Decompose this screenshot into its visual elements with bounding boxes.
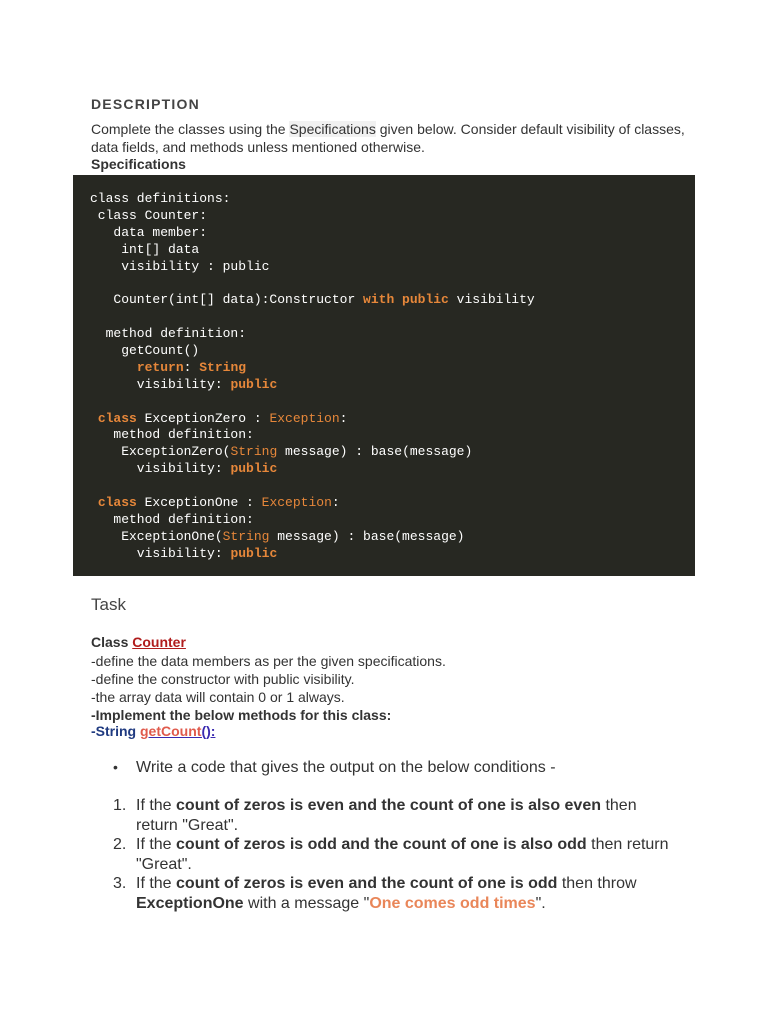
bullet-item xyxy=(113,759,556,777)
bullet-text: Write a code that gives the output on the below conditions - xyxy=(136,759,556,776)
code-token xyxy=(90,360,137,375)
code-line: visibility : public xyxy=(90,258,270,274)
code-line xyxy=(90,292,695,309)
condition-text: with a message " xyxy=(243,894,370,912)
method-parens: (): xyxy=(201,723,216,739)
condition-bold: count of zeros is odd and the count of one is also odd xyxy=(176,836,587,853)
bullet-list xyxy=(113,759,556,777)
code-line-blank xyxy=(90,309,695,326)
code-type: String xyxy=(222,528,270,544)
task-instructions xyxy=(91,652,446,724)
code-token: Counter(int[] data):Constructor xyxy=(90,292,364,308)
code-token: ExceptionZero( xyxy=(90,444,231,460)
code-token: message) : base(message) xyxy=(277,444,473,460)
code-line xyxy=(90,360,695,377)
code-line: method definition: xyxy=(90,511,254,527)
instruction-line: -define the constructor with public visibility. xyxy=(91,671,355,687)
code-token: visibility: xyxy=(90,461,231,477)
code-line-blank xyxy=(90,394,695,411)
code-line: method definition: xyxy=(90,427,254,443)
code-line xyxy=(90,411,695,428)
error-message: One comes odd times xyxy=(369,894,536,912)
code-token: ExceptionZero : xyxy=(136,410,270,426)
exception-one-name: ExceptionOne xyxy=(136,894,244,912)
code-keyword: class xyxy=(97,410,137,426)
code-token: visibility: xyxy=(90,376,231,392)
condition-text: then return "Great". xyxy=(136,797,637,834)
description-text-part1: Complete the classes using the xyxy=(91,121,290,137)
task-heading: Task xyxy=(91,595,126,614)
specifications-highlight: Specifications xyxy=(289,121,376,137)
condition-bold: count of zeros is even and the count of one is odd xyxy=(176,875,558,892)
condition-number: 1. xyxy=(113,797,127,814)
code-line xyxy=(90,546,695,563)
code-keyword: with public xyxy=(363,292,449,308)
description-text-part2: given below. Consider default visibility of classes, data fields, and methods unless mentioned otherwise. xyxy=(91,121,685,155)
code-type: Exception xyxy=(269,410,340,426)
code-line xyxy=(90,529,695,546)
class-prefix: Class xyxy=(91,634,133,650)
condition-item xyxy=(113,835,673,874)
code-line: class Counter: xyxy=(90,207,208,223)
specifications-title: Specifications xyxy=(91,156,186,172)
code-token: : xyxy=(331,495,340,511)
code-line xyxy=(90,377,695,394)
method-return-type: -String xyxy=(91,723,140,739)
code-token: message) : base(message) xyxy=(269,528,465,544)
condition-text: then throw xyxy=(557,875,637,892)
condition-number: 2. xyxy=(113,836,127,853)
condition-number: 3. xyxy=(113,875,127,892)
condition-text: then return "Great". xyxy=(136,836,669,873)
condition-text: ". xyxy=(535,894,546,912)
code-keyword: return xyxy=(136,359,184,375)
condition-text: If the xyxy=(136,836,177,853)
condition-text: If the xyxy=(136,797,177,814)
code-line: class definitions: xyxy=(90,191,231,206)
code-line: int[] data xyxy=(90,241,200,257)
code-keyword: public xyxy=(230,376,278,392)
condition-bold: count of zeros is even and the count of one is also even xyxy=(176,797,601,814)
condition-item xyxy=(113,874,673,913)
implement-line: -Implement the below methods for this class: xyxy=(91,707,392,723)
code-token: visibility xyxy=(448,292,535,308)
code-line xyxy=(90,444,695,461)
code-line xyxy=(90,461,695,478)
instruction-line: -define the data members as per the given specifications. xyxy=(91,653,446,669)
code-line-blank xyxy=(90,478,695,495)
code-type: String xyxy=(230,444,278,460)
code-keyword: public xyxy=(230,461,278,477)
description-heading: DESCRIPTION xyxy=(91,96,200,112)
instruction-line: -the array data will contain 0 or 1 always. xyxy=(91,689,345,705)
code-token: : xyxy=(339,410,348,426)
code-token xyxy=(90,495,98,510)
conditions-list xyxy=(113,796,673,913)
code-keyword: class xyxy=(97,495,137,511)
code-line: getCount() xyxy=(90,343,200,359)
code-line: method definition: xyxy=(90,326,247,342)
code-block xyxy=(73,175,695,576)
code-keyword: public xyxy=(230,545,278,561)
code-line xyxy=(90,495,695,512)
counter-link[interactable]: Counter xyxy=(132,634,186,650)
code-token xyxy=(90,411,98,426)
code-line: data member: xyxy=(90,224,208,240)
code-type: String xyxy=(199,359,247,375)
class-counter-line xyxy=(91,634,186,650)
condition-text: If the xyxy=(136,875,177,892)
code-type: Exception xyxy=(261,495,332,511)
getcount-link[interactable]: getCount xyxy=(140,723,202,739)
method-signature xyxy=(91,723,215,739)
code-token: ExceptionOne( xyxy=(90,528,223,544)
code-token: visibility: xyxy=(90,545,231,561)
code-token: ExceptionOne : xyxy=(136,495,262,511)
code-line-blank xyxy=(90,275,695,292)
description-text xyxy=(91,121,691,156)
condition-item xyxy=(113,796,673,835)
code-token: : xyxy=(183,359,200,375)
